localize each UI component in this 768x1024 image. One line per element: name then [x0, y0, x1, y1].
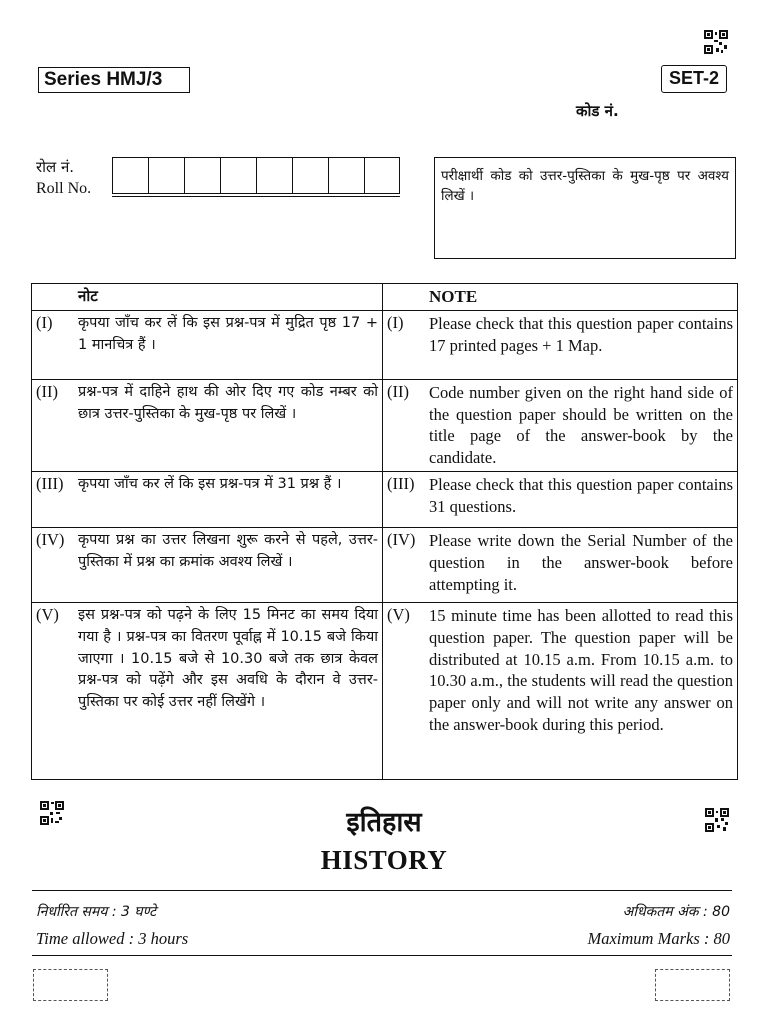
row-number: (IV): [36, 529, 65, 549]
time-allowed-english: Time allowed : 3 hours: [36, 929, 189, 948]
roll-digit-box[interactable]: [256, 157, 292, 194]
row-number: (IV): [387, 529, 416, 549]
roll-digit-box[interactable]: [364, 157, 400, 194]
divider: [32, 890, 732, 891]
roll-digit-box[interactable]: [184, 157, 220, 194]
table-row: [32, 310, 738, 379]
table-header-row: [32, 284, 738, 311]
table-row: [32, 602, 738, 779]
note-header-english: NOTE: [429, 287, 478, 306]
table-row: [32, 471, 738, 527]
instruction-english: Please check that this question paper contains 31 questions.: [429, 474, 733, 516]
subject-title-hindi: इतिहास: [346, 807, 422, 838]
time-allowed-hindi: निर्धारित समय : 3 घण्टे: [36, 904, 157, 920]
max-marks-english: Maximum Marks : 80: [587, 929, 730, 948]
subject-title-english: HISTORY: [320, 845, 448, 875]
set-label: SET-2: [661, 65, 727, 93]
instruction-english: 15 minute time has been allotted to read this question paper. The question paper will be distributed at 10.15 a.m. From 10.15 a.m. to 10.30 a.m., the students will read the question paper only and will not write any answer on the answer-book during this period.: [429, 605, 733, 734]
series-label: Series HMJ/3: [38, 67, 190, 93]
instructions-table: [31, 283, 738, 780]
table-row: [32, 527, 738, 602]
row-number: (I): [387, 312, 404, 332]
row-number: (V): [387, 604, 410, 624]
qr-code-icon: [704, 30, 728, 54]
roll-label-english: Roll No.: [36, 180, 92, 197]
instruction-hindi: कृपया जाँच कर लें कि इस प्रश्न-पत्र में 31 प्रश्न हैं ।: [78, 475, 342, 492]
instruction-hindi: कृपया प्रश्न का उत्तर लिखना शुरू करने से पहले, उत्तर-पुस्तिका में प्रश्न का क्रमांक अवश्य लिखें ।: [78, 531, 378, 570]
divider: [32, 955, 732, 956]
roll-digit-box[interactable]: [328, 157, 364, 194]
dashed-box: [33, 969, 108, 1001]
row-number: (I): [36, 312, 53, 332]
instruction-english: Please check that this question paper contains 17 printed pages + 1 Map.: [429, 313, 733, 355]
table-row: [32, 379, 738, 471]
roll-digit-box[interactable]: [220, 157, 256, 194]
roll-label-hindi: रोल नं.: [36, 158, 75, 176]
row-number: (II): [36, 381, 58, 401]
row-number: (III): [387, 473, 415, 493]
roll-digit-box[interactable]: [148, 157, 184, 194]
roll-number-boxes[interactable]: [112, 157, 400, 197]
instruction-hindi: प्रश्न-पत्र में दाहिने हाथ की ओर दिए गए कोड नम्बर को छात्र उत्तर-पुस्तिका के मुख-पृष्ठ पर लिखें ।: [78, 383, 378, 422]
row-number: (II): [387, 381, 409, 401]
code-instruction-box: परीक्षार्थी कोड को उत्तर-पुस्तिका के मुख-पृष्ठ पर अवश्य लिखें ।: [434, 157, 736, 259]
row-number: (V): [36, 604, 59, 624]
note-header-hindi: नोट: [78, 287, 98, 305]
instruction-english: Please write down the Serial Number of the question in the answer-book before attempting it.: [429, 530, 733, 594]
instruction-hindi: कृपया जाँच कर लें कि इस प्रश्न-पत्र में मुद्रित पृष्ठ 17 + 1 मानचित्र हैं ।: [78, 314, 378, 353]
roll-digit-box[interactable]: [112, 157, 148, 194]
instruction-english: Code number given on the right hand side of the question paper should be written on the title page of the answer-book by the candidate.: [429, 382, 733, 468]
code-number-label: कोड नं.: [576, 102, 619, 120]
instruction-hindi: इस प्रश्न-पत्र को पढ़ने के लिए 15 मिनट का समय दिया गया है । प्रश्न-पत्र का वितरण पूर्वाह्न में 10.15 बजे किया जाएगा । 10.15 बजे से 10.30 बजे तक छात्र केवल प्रश्न-पत्र को पढ़ेंगे और इस अवधि के दौरान वे उत्तर-पुस्तिका पर कोई उत्तर नहीं लिखेंगे ।: [78, 606, 378, 711]
dashed-box: [655, 969, 730, 1001]
max-marks-hindi: अधिकतम अंक : 80: [622, 904, 730, 920]
roll-digit-box[interactable]: [292, 157, 328, 194]
row-number: (III): [36, 473, 64, 493]
